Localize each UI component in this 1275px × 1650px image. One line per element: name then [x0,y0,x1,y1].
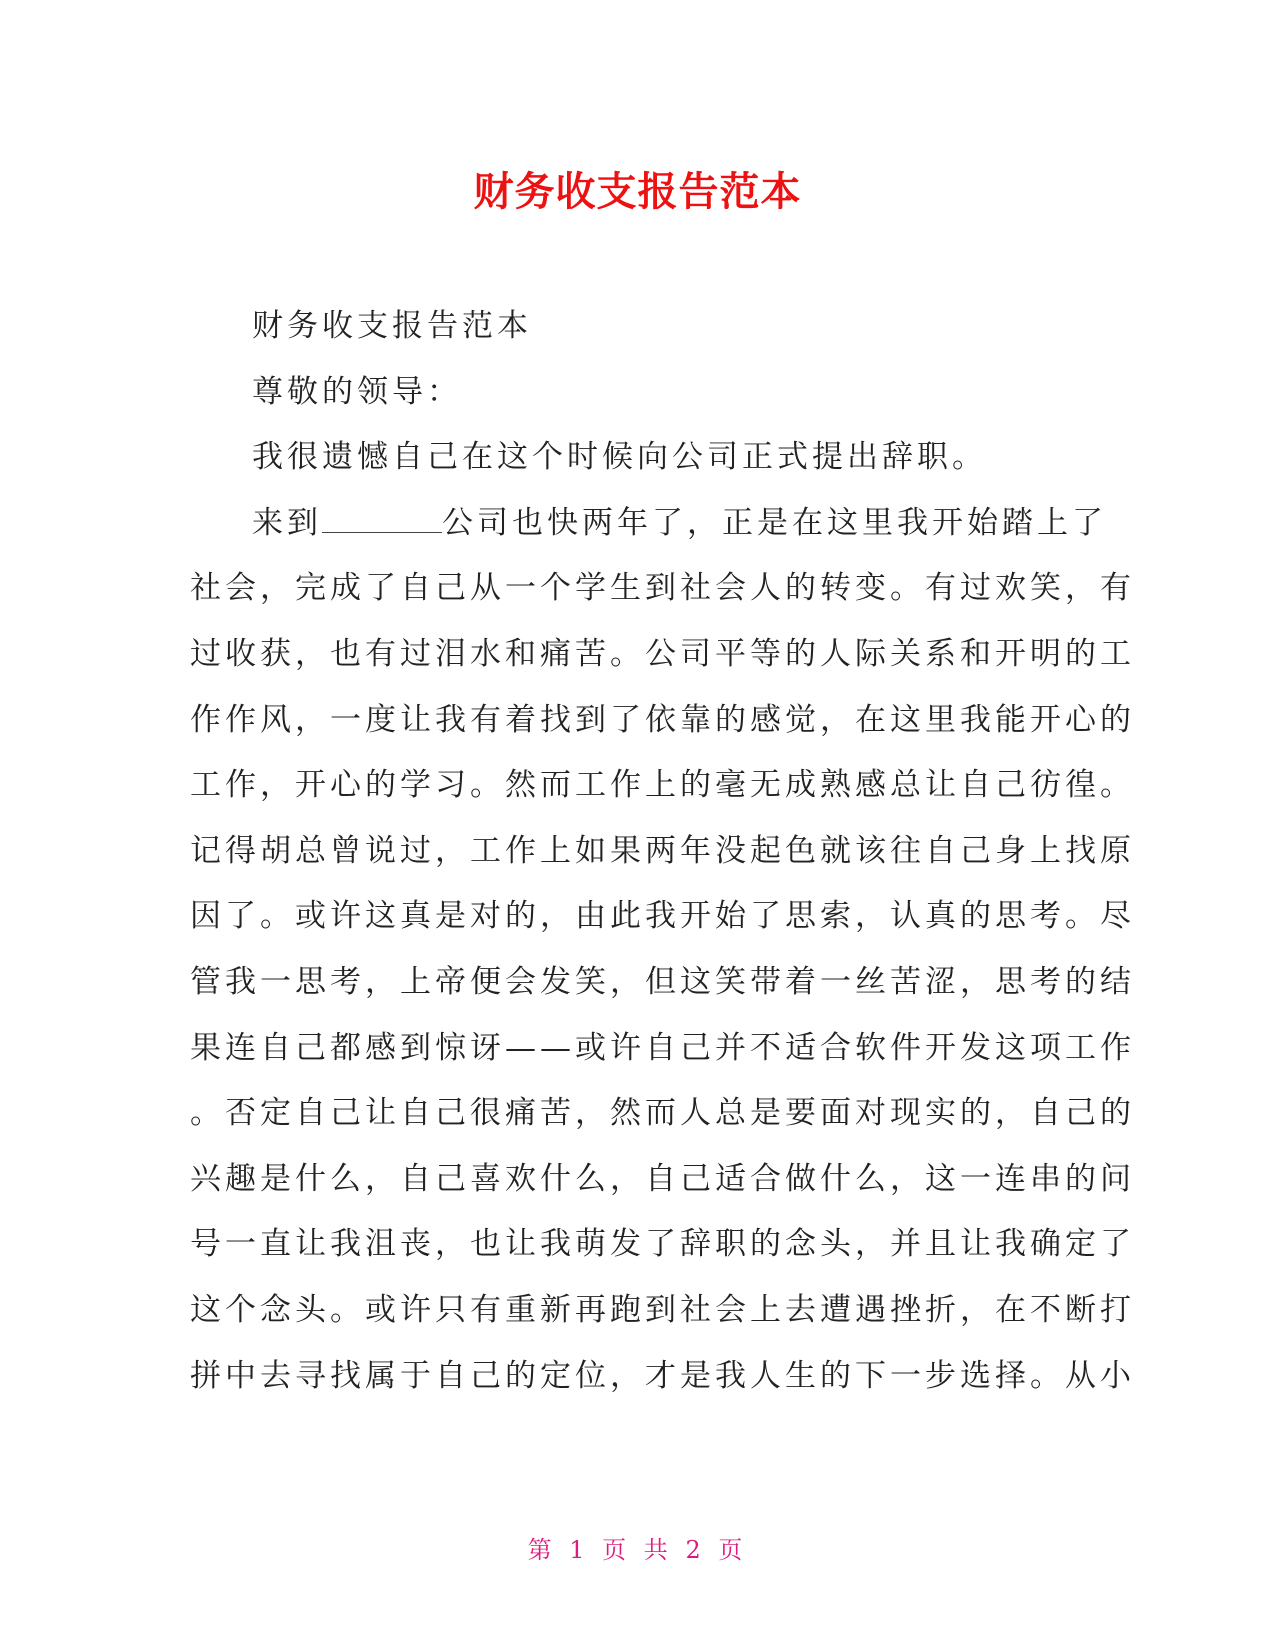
paragraph-line: 号一直让我沮丧，也让我萌发了辞职的念头，并且让我确定了 [190,1226,1135,1263]
paragraph-line: 作作风，一度让我有着找到了依靠的感觉，在这里我能开心的 [190,701,1135,738]
paragraph-line: 工作，开心的学习。然而工作上的毫无成熟感总让自己彷徨。 [190,767,1135,804]
paragraph-line: 拼中去寻找属于自己的定位，才是我人生的下一步选择。从小 [190,1357,1135,1394]
paragraph-line: 因了。或许这真是对的，由此我开始了思索，认真的思考。尽 [190,898,1135,935]
paragraph-line: 记得胡总曾说过，工作上如果两年没起色就该往自己身上找原 [190,832,1135,869]
paragraph-line: 兴趣是什么，自己喜欢什么，自己适合做什么，这一连串的问 [190,1160,1135,1197]
paragraph-line [190,491,1107,557]
document-body [190,294,1135,1409]
paragraph-resignation: 我很遗憾自己在这个时候向公司正式提出辞职。 [252,439,987,476]
page-title: 财务收支报告范本 [473,169,802,215]
paragraph-line: 管我一思考，上帝便会发笑，但这笑带着一丝苦涩，思考的结 [190,963,1135,1000]
paragraph-line: 这个念头。或许只有重新再跑到社会上去遭遇挫折，在不断打 [190,1291,1135,1328]
paragraph-line: 社会，完成了自己从一个学生到社会人的转变。有过欢笑，有 [190,570,1135,607]
paragraph-prefix: 来到 [252,504,322,541]
salutation: 尊敬的领导： [252,373,462,410]
paragraph-line: 果连自己都感到惊讶——或许自己并不适合软件开发这项工作 [190,1029,1135,1066]
paragraph-line: 过收获，也有过泪水和痛苦。公司平等的人际关系和开明的工 [190,635,1135,672]
paragraph-line: 。否定自己让自己很痛苦，然而人总是要面对现实的，自己的 [190,1095,1135,1132]
paragraph-line-text: 公司也快两年了，正是在这里我开始踏上了 [442,504,1107,541]
company-name-blank [322,504,442,533]
page-indicator: 第 1 页 共 2 页 [527,1536,748,1564]
body-heading: 财务收支报告范本 [252,308,532,344]
